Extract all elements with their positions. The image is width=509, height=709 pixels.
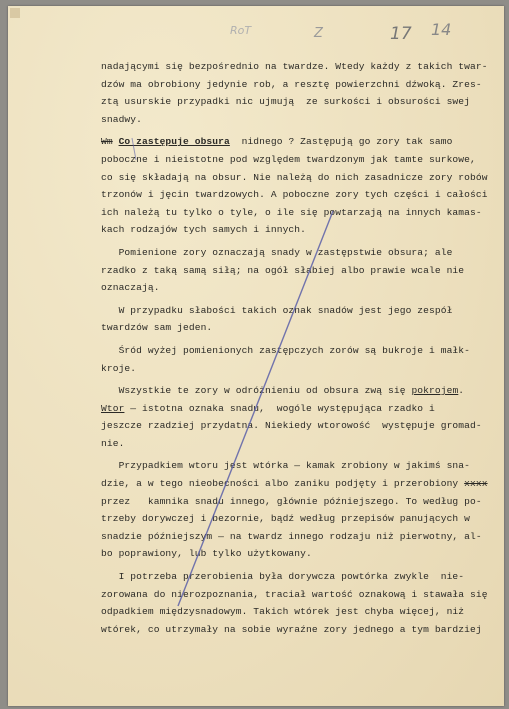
text-line [101, 342, 496, 360]
text-fragment: dzie, a w tego nieobecności albo zaniku podjęty i przerobiony [101, 478, 465, 490]
text-line: poboczne i nieistotne pod względem twardzonym jak tamte surkowe, [101, 153, 476, 165]
text-line: twardzów sam jeden. [101, 322, 213, 334]
text-line: wtórek, co utrzymały na sobie wyraźne zory jednego a tym bardziej [101, 623, 482, 635]
text-line: odpadkiem międzysnadowym. Takich wtórek jest chyba więcej, niż [101, 606, 465, 618]
section-heading: Co zastępuje obsura [118, 136, 230, 148]
text-line [101, 475, 496, 493]
text-line: kroje. [101, 362, 137, 374]
text-line [101, 133, 496, 151]
folio-number: 17 [390, 24, 412, 44]
archive-signature: RoT [230, 24, 252, 37]
text-line: snadzie późniejszym — na twardz innego rodzaju niż pierwotny, al- [101, 530, 482, 542]
text-line [101, 244, 496, 262]
text-line: co się składają na obsur. Nie należą do nich zasadnicze zory robów [101, 171, 488, 183]
page-corner-mark [10, 8, 20, 18]
text-fragment: nidnego ? Zastępują go zory tak samo [229, 136, 453, 148]
text-line [101, 400, 496, 418]
text-line: bo poprawiony, lub tylko użytkowany. [101, 548, 312, 560]
text-line: przez kamnika snadu innego, głównie późniejszego. To według po- [101, 495, 482, 507]
text-line [101, 568, 496, 586]
text-line: ztą usurskie przypadki nic ujmują ze surkości i obsurości swej [101, 96, 471, 108]
text-line: trzonów i jęcin twardzowych. A poboczne zory tych części i całości [101, 189, 488, 201]
text-line: nadającymi się bezpośrednio na twardze. Wtedy każdy z takich twar- [101, 61, 488, 72]
text-fragment: Pomienione zory oznaczają snady w zastępstwie obsura; ale [118, 246, 453, 258]
text-line: trzeby dorywczej i bezornie, bądź według przepisów panujących w [101, 513, 471, 525]
text-line: kach rodzajów tych samych i innych. [101, 224, 307, 236]
defined-term: pokrojem [411, 385, 459, 397]
volume-mark: Z [314, 26, 323, 41]
archive-header [8, 20, 504, 54]
text-fragment: . [458, 385, 465, 397]
text-line [101, 457, 496, 475]
struck-text: Wm [101, 136, 113, 148]
text-line: jeszcze rzadziej przydatna. Niekiedy wtorowość występuje gromad- [101, 420, 482, 432]
struck-text: xxxx [464, 478, 488, 490]
text-line: rzadko z taką samą siłą; na ogół słabiej albo prawie wcale nie [101, 264, 465, 276]
text-line [101, 382, 496, 400]
text-line: ich należą tu tylko o tyle, o ile się powtarzają na innych kamas- [101, 206, 482, 218]
text-line: dzów ma obrobiony jedynie rob, a resztę powierzchni dźwoką. Zres- [101, 78, 482, 90]
text-line: snadwy. [101, 113, 143, 125]
text-line [101, 302, 496, 320]
defined-term: Wtor [101, 402, 125, 414]
text-fragment: Przypadkiem wtoru jest wtórka — kamak zrobiony w jakimś sna- [118, 460, 471, 472]
text-fragment: — istotna oznaka snadu, wogóle występująca rzadko i [124, 402, 435, 414]
text-fragment: W przypadku słabości takich oznak snadów jest jego zespół [118, 304, 453, 316]
text-fragment: Wszystkie te zory w odróżnieniu od obsura zwą się [118, 385, 412, 397]
text-fragment: Śród wyżej pomienionych zastępczych zorów są bukroje i małk- [118, 344, 471, 356]
typescript-body [101, 58, 496, 638]
text-line: nie. [101, 437, 125, 449]
page-number: 14 [431, 20, 452, 39]
text-fragment: I potrzeba przerobienia była dorywcza powtórka zwykle nie- [118, 571, 465, 583]
text-line: oznaczają. [101, 282, 160, 294]
text-line: zorowana do nierozpoznania, traciał wartość oznakową i stawała się [101, 588, 488, 600]
document-page [8, 6, 504, 706]
